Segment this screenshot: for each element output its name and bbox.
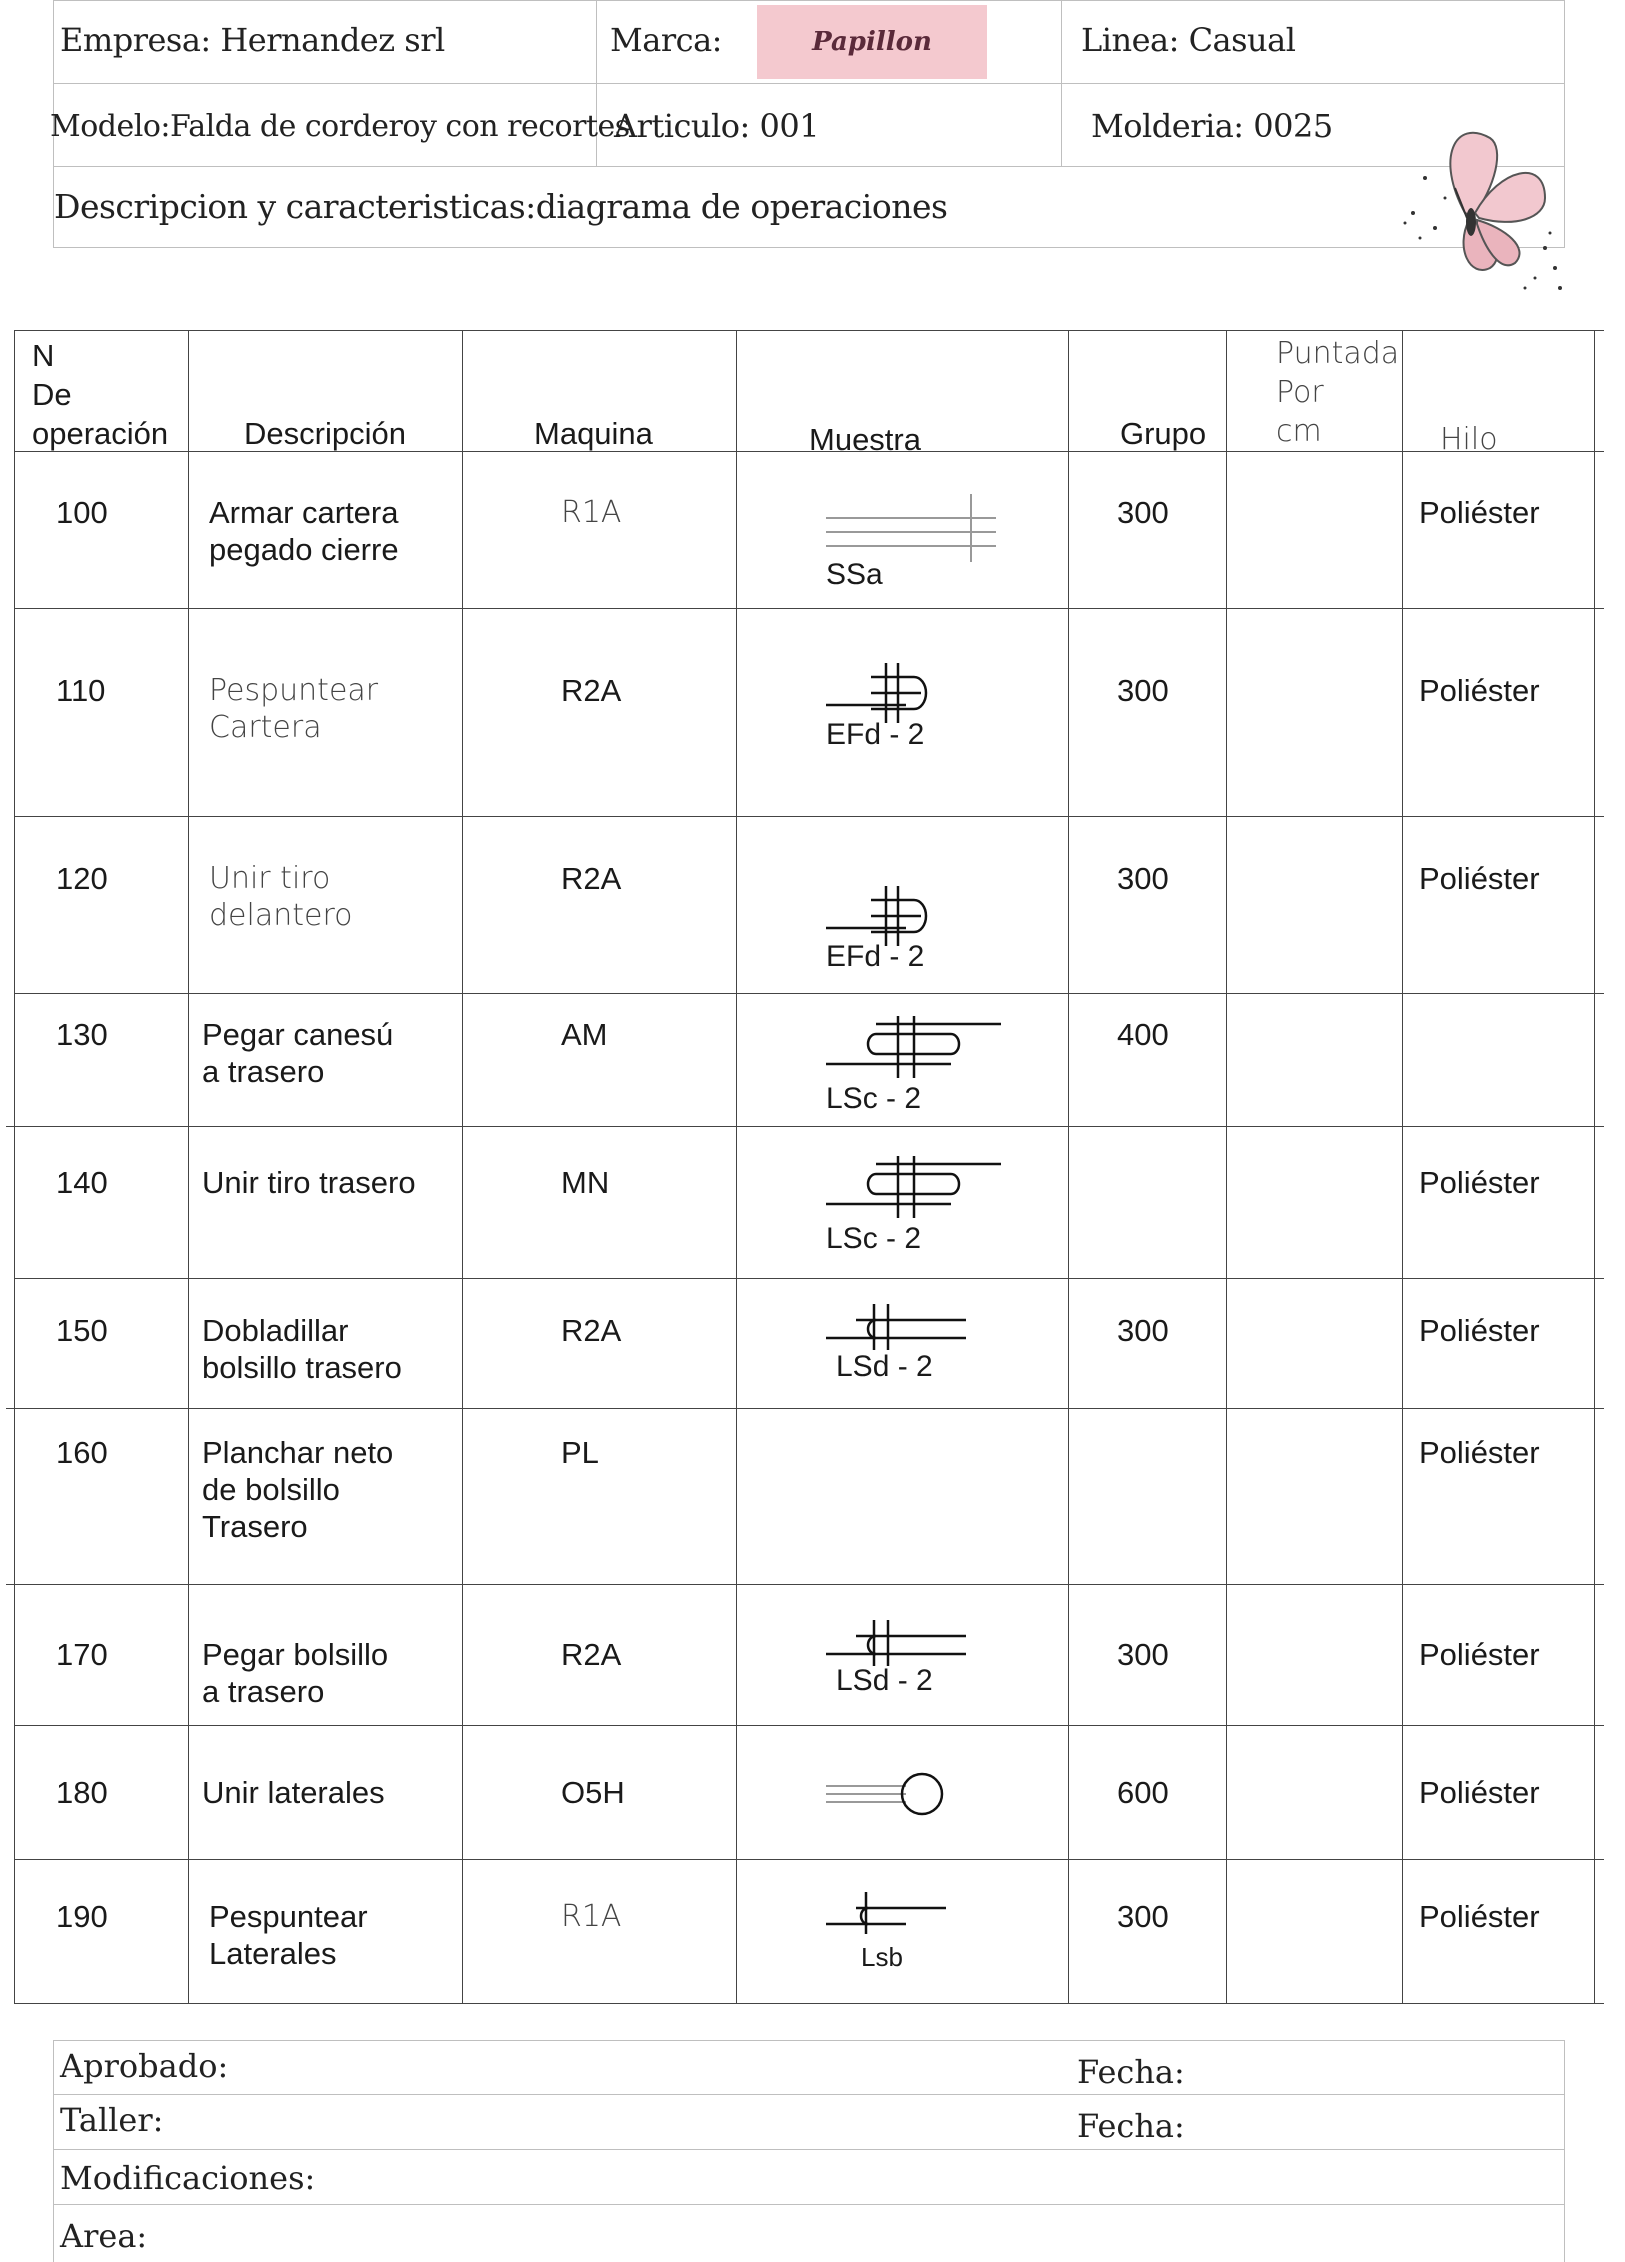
op-machine: R1A [561, 1899, 622, 1934]
op-description: Pespuntear Cartera [209, 673, 379, 745]
column-header-descripcion: Descripción [244, 416, 406, 451]
op-description: Pegar bolsillo a trasero [202, 1637, 389, 1709]
linea-field: Linea: Casual [1081, 21, 1296, 59]
op-number: 150 [56, 1313, 108, 1348]
modificaciones-field: Modificaciones: [60, 2159, 316, 2197]
column-header-muestra: Muestra [809, 422, 921, 457]
op-number: 100 [56, 495, 108, 530]
empresa-field: Empresa: Hernandez srl [60, 21, 445, 59]
op-number: 140 [56, 1165, 108, 1200]
op-description: Pespuntear Laterales [209, 1899, 368, 1971]
table-border [14, 608, 1604, 609]
op-group: 300 [1117, 495, 1169, 530]
stitch-diagram-lsb [826, 1888, 956, 1938]
op-thread: Poliéster [1419, 861, 1540, 896]
articulo-field: Articulo: 001 [614, 107, 820, 145]
column-header-n: N De operación [32, 338, 169, 451]
table-border [14, 1725, 1604, 1726]
op-group: 300 [1117, 1899, 1169, 1934]
fecha-field: Fecha: [1077, 2107, 1185, 2145]
table-border [6, 1408, 1604, 1409]
table-border [14, 2003, 1604, 2004]
op-group: 400 [1117, 1017, 1169, 1052]
op-number: 110 [56, 673, 106, 708]
column-header-maquina: Maquina [534, 416, 653, 451]
butterfly-icon [1395, 118, 1570, 298]
op-machine: R1A [561, 495, 622, 530]
table-border [14, 993, 1604, 994]
op-thread: Poliéster [1419, 1775, 1540, 1810]
header-divider [54, 83, 1564, 84]
table-border [14, 330, 1604, 331]
header-divider [1061, 1, 1062, 166]
op-description: Unir tiro delantero [209, 861, 353, 933]
header-block [50, 0, 1565, 248]
stitch-code: Lsb [861, 1942, 903, 1972]
table-border [14, 816, 1604, 817]
modelo-field: Modelo:Falda de corderoy con recortes [50, 109, 630, 144]
table-border [188, 330, 189, 2003]
operations-table [14, 330, 1604, 2008]
column-header-grupo: Grupo [1120, 416, 1207, 451]
brand-logo [757, 5, 987, 79]
table-border [6, 1126, 1604, 1127]
footer-divider [54, 2149, 1564, 2150]
table-border [462, 330, 463, 2003]
footer-divider [54, 2204, 1564, 2205]
descripcion-field: Descripcion y caracteristicas:diagrama de operaciones [54, 187, 948, 226]
op-thread: Poliéster [1419, 673, 1540, 708]
fecha-field: Fecha: [1077, 2053, 1185, 2091]
op-machine: R2A [561, 1313, 622, 1348]
op-number: 170 [56, 1637, 108, 1672]
op-machine: R2A [561, 861, 622, 896]
stitch-code: SSa [826, 558, 883, 591]
table-border [1594, 330, 1595, 2003]
aprobado-field: Aprobado: [60, 2047, 229, 2085]
area-field: Area: [60, 2217, 148, 2255]
stitch-code: LSd - 2 [836, 1350, 933, 1383]
op-group: 300 [1117, 861, 1169, 896]
op-thread: Poliéster [1419, 495, 1540, 530]
op-description: Armar cartera pegado cierre [209, 495, 399, 567]
column-header-hilo: Hilo [1440, 422, 1498, 457]
op-description: Unir tiro trasero [202, 1165, 416, 1200]
op-machine: R2A [561, 1637, 622, 1672]
op-number: 130 [56, 1017, 108, 1052]
stitch-code: EFd - 2 [826, 718, 925, 751]
table-border [6, 1584, 1604, 1585]
op-machine: MN [561, 1165, 610, 1200]
table-border [1068, 330, 1069, 2003]
taller-field: Taller: [60, 2101, 164, 2139]
molderia-field: Molderia: 0025 [1091, 107, 1333, 145]
table-border [736, 330, 737, 2003]
op-thread: Poliéster [1419, 1313, 1540, 1348]
table-border [1402, 330, 1403, 2003]
brand-name: Papillon [812, 27, 932, 57]
op-description: Dobladillar bolsillo trasero [202, 1313, 402, 1385]
header-divider [54, 166, 1564, 167]
op-description: Pegar canesú a trasero [202, 1017, 394, 1089]
op-thread: Poliéster [1419, 1165, 1540, 1200]
table-border [1226, 330, 1227, 2003]
stitch-diagram-lsc [826, 1010, 1006, 1090]
stitch-code: EFd - 2 [826, 940, 925, 973]
table-border [14, 1278, 1604, 1279]
op-machine: AM [561, 1017, 608, 1052]
table-border [14, 1859, 1604, 1860]
op-group: 300 [1117, 1637, 1169, 1672]
op-thread: Poliéster [1419, 1637, 1540, 1672]
op-number: 160 [56, 1435, 108, 1470]
op-number: 190 [56, 1899, 108, 1934]
marca-label: Marca: [610, 21, 722, 59]
op-group: 600 [1117, 1775, 1169, 1810]
stitch-code: LSd - 2 [836, 1664, 933, 1697]
op-description: Planchar neto de bolsillo Trasero [202, 1435, 394, 1544]
op-group: 300 [1117, 1313, 1169, 1348]
stitch-diagram-lsc [826, 1150, 1006, 1230]
op-machine: PL [561, 1435, 599, 1470]
column-header-puntada: Puntada Por cm [1276, 336, 1400, 449]
stitch-code: LSc - 2 [826, 1222, 922, 1255]
op-thread: Poliéster [1419, 1435, 1540, 1470]
op-machine: R2A [561, 673, 622, 708]
footer-divider [54, 2094, 1564, 2095]
op-machine: O5H [561, 1775, 625, 1810]
op-thread: Poliéster [1419, 1899, 1540, 1934]
stitch-code: LSc - 2 [826, 1082, 922, 1115]
op-number: 180 [56, 1775, 108, 1810]
op-description: Unir laterales [202, 1775, 385, 1810]
table-border [14, 330, 15, 2003]
approval-block [53, 2040, 1565, 2262]
op-number: 120 [56, 861, 108, 896]
stitch-diagram-overlock [826, 1768, 966, 1818]
op-group: 300 [1117, 673, 1169, 708]
